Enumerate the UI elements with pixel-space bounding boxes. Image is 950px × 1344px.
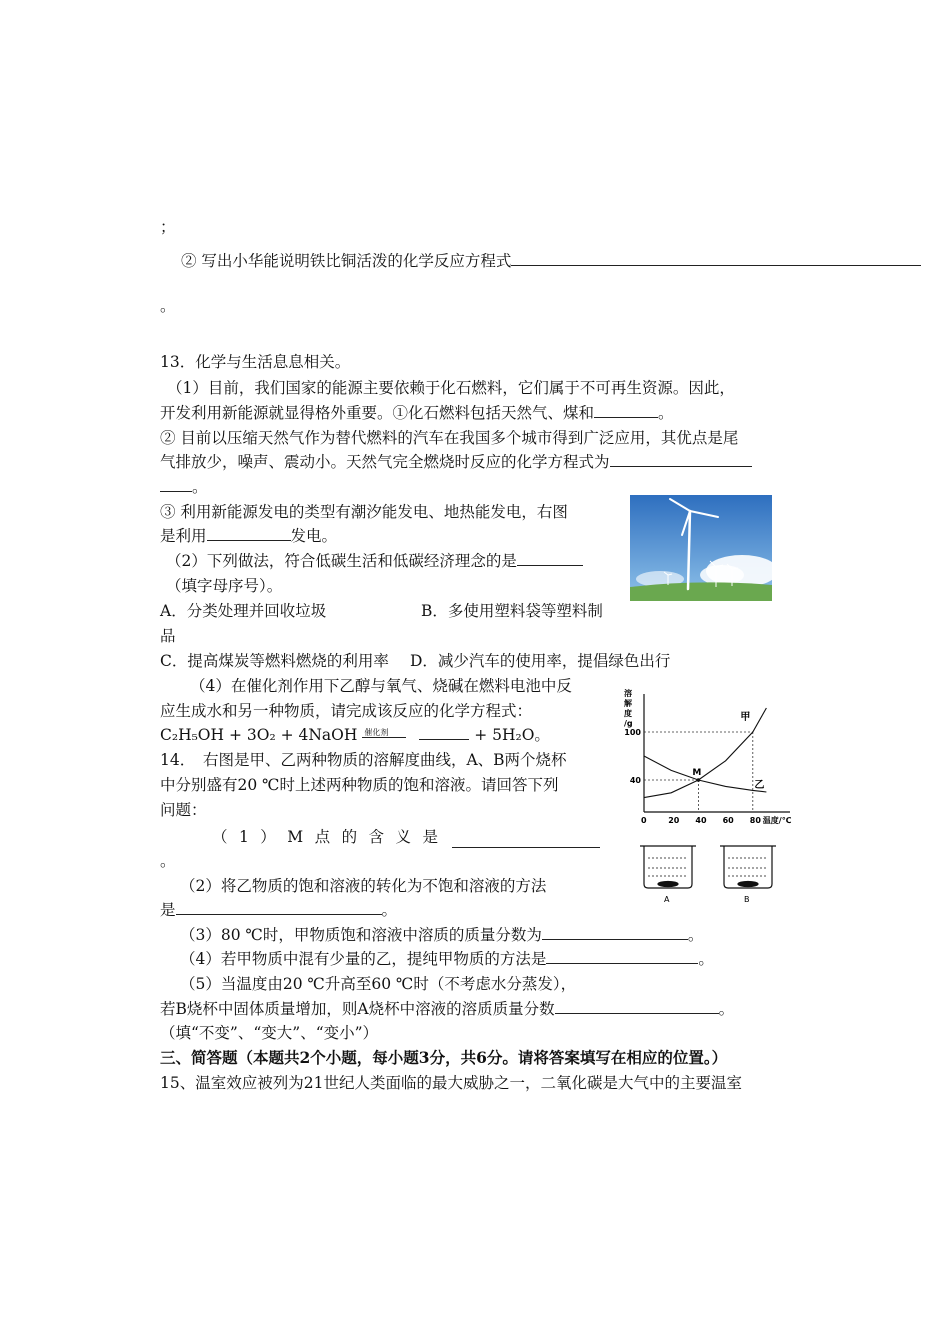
option-b-cont: 品 — [160, 627, 176, 645]
answer-blank[interactable] — [546, 948, 698, 964]
y-axis-label-char: 度 — [624, 709, 632, 718]
answer-blank[interactable] — [610, 451, 752, 467]
point-m — [697, 778, 701, 782]
q14b: 中分别盛有20 ℃时上述两种物质的饱和溶液。请回答下列 — [160, 776, 559, 794]
answer-blank[interactable] — [207, 525, 291, 541]
series-label: 乙 — [754, 780, 765, 791]
q14a: 14． 右图是甲、乙两种物质的溶解度曲线，A、B两个烧杯 — [160, 751, 567, 769]
option-d: D．减少汽车的使用率，提倡绿色出行 — [410, 652, 671, 670]
q14-1-end: 。 — [160, 852, 176, 870]
solid-residue — [658, 882, 678, 887]
x-tick-label: 80 — [749, 816, 761, 825]
x-axis-label: 温度/℃ — [762, 816, 792, 825]
answer-blank[interactable] — [452, 832, 600, 848]
answer-blank[interactable] — [419, 724, 469, 740]
curves — [644, 708, 766, 798]
beaker-b — [720, 846, 776, 888]
x-tick-labels — [641, 816, 761, 825]
y-axis-label-char: /g — [624, 719, 633, 728]
beaker-a — [640, 846, 696, 888]
catalyst-label: 催化剂 — [364, 728, 389, 737]
q14-2a: （2）将乙物质的饱和溶液的转化为不饱和溶液的方法 — [180, 877, 547, 895]
y-tick-label: 100 — [624, 728, 641, 737]
q13-4b: 应生成水和另一种物质，请完成该反应的化学方程式： — [160, 702, 533, 720]
q14-5c: （填“不变”、“变大”、“变小”） — [160, 1024, 379, 1042]
section-3-heading: 三、简答题（本题共2个小题，每小题3分，共6分。请将答案填写在相应的位置。） — [160, 1048, 728, 1067]
beakers-figure — [630, 842, 780, 904]
answer-blank[interactable] — [176, 899, 382, 915]
beaker-a-label: A — [664, 895, 670, 904]
x-tick-label: 0 — [641, 816, 647, 825]
catalyst-arrow — [362, 728, 408, 744]
point-m-label: M — [692, 768, 702, 778]
x-tick-label: 20 — [668, 816, 680, 825]
q14-2b: 是 。 — [160, 901, 398, 919]
answer-blank[interactable] — [517, 550, 583, 566]
q14-1 — [212, 826, 600, 848]
q13-2c: 。 — [160, 476, 208, 498]
q14-4: （4）若甲物质中混有少量的乙，提纯甲物质的方法是 。 — [180, 950, 714, 968]
option-b: B．多使用塑料袋等塑料制 — [421, 602, 603, 620]
series-label: 甲 — [740, 712, 751, 723]
q12-part2: ② 写出小华能说明铁比铜活泼的化学反应方程式 — [181, 250, 921, 272]
q13-1b: 开发利用新能源就显得格外重要。①化石燃料包括天然气、煤和 。 — [160, 404, 674, 422]
q13-p2a: （2）下列做法，符合低碳生活和低碳经济理念的是 — [166, 550, 583, 572]
answer-blank[interactable] — [542, 924, 688, 940]
q13-3a: ③ 利用新能源发电的类型有潮汐能发电、地热能发电，右图 — [160, 503, 568, 521]
y-axis-label-char: 解 — [624, 699, 632, 708]
q13-2a: ② 目前以压缩天然气作为替代燃料的汽车在我国多个城市得到广泛应用，其优点是尾 — [160, 429, 739, 447]
y-tick-label: 40 — [629, 776, 641, 785]
q14-1-spaced-text: （ 1 ） M 点 的 含 义 是 — [212, 828, 438, 846]
option-c: C．提高煤炭等燃料燃烧的利用率 — [160, 652, 389, 670]
solid-residue — [738, 882, 758, 887]
q14-3: （3）80 ℃时，甲物质饱和溶液中溶质的质量分数为 。 — [180, 926, 704, 944]
q14-5b: 若B烧杯中固体质量增加，则A烧杯中溶液的溶质质量分数 。 — [160, 1000, 735, 1018]
q13-p2b: （填字母序号）。 — [166, 577, 283, 595]
semicolon-line: ； — [160, 218, 176, 236]
q14c: 问题： — [160, 801, 207, 819]
q13-2b: 气排放少，噪声、震动小。天然气完全燃烧时反应的化学方程式为 — [160, 451, 752, 473]
answer-blank[interactable] — [555, 998, 719, 1014]
x-tick-label: 40 — [695, 816, 707, 825]
y-tick-labels — [624, 728, 641, 785]
q13-3b: 是利用 发电。 — [160, 527, 338, 545]
series-curve — [644, 756, 766, 792]
x-tick-label: 60 — [722, 816, 734, 825]
y-axis-label-char: 溶 — [624, 689, 632, 698]
answer-blank[interactable] — [594, 402, 658, 418]
q13-1a: （1）目前，我们国家的能源主要依赖于化石燃料，它们属于不可再生资源。因此， — [167, 379, 735, 397]
grass-hill — [630, 582, 772, 601]
period-line: 。 — [160, 297, 176, 315]
equation-line: C₂H₅OH + 3O₂ + 4NaOH 催化剂 + 5H₂O。 — [160, 724, 550, 746]
option-a: A．分类处理并回收垃圾 — [160, 602, 327, 620]
answer-blank[interactable] — [511, 250, 921, 266]
q13-title: 13．化学与生活息息相关。 — [160, 353, 351, 371]
q15: 15、温室效应被列为21世纪人类面临的最大威胁之一，二氧化碳是大气中的主要温室 — [160, 1074, 742, 1092]
y-axis-label — [624, 688, 633, 728]
q13-4a: （4）在催化剂作用下乙醇与氧气、烧碱在燃料电池中反 — [190, 677, 572, 695]
solubility-chart — [622, 686, 822, 836]
q14-5a: （5）当温度由20 ℃升高至60 ℃时（不考虑水分蒸发）， — [180, 975, 577, 993]
beaker-b-label: B — [744, 895, 750, 904]
wind-turbine-picture — [630, 495, 772, 601]
answer-blank[interactable] — [160, 476, 192, 492]
